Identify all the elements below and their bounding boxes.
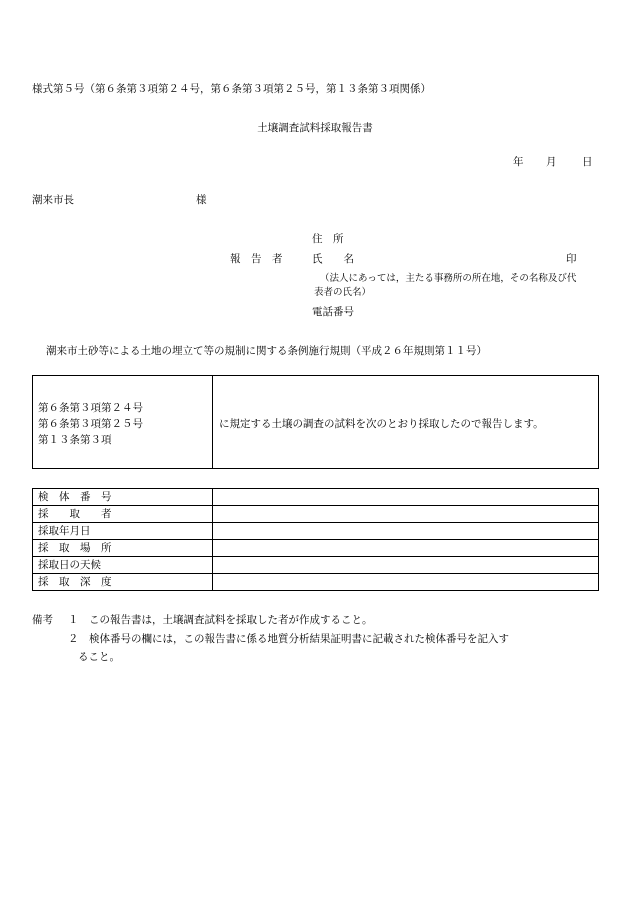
regulation-reference: 潮来市土砂等による土地の埋立て等の規制に関する条例施行規則（平成２６年規則第１１号）: [46, 345, 487, 357]
corporate-note-line2: 表者の氏名）: [314, 287, 372, 298]
remarks-heading: 備考: [32, 614, 53, 626]
table-row: [33, 574, 599, 591]
collection-weather-field[interactable]: [213, 557, 599, 574]
table-row: [33, 540, 599, 557]
collection-date-label: 採取年月日: [33, 523, 213, 540]
collection-depth-label: 採 取 深 度: [33, 574, 213, 591]
clause-statement: に規定する土壌の調査の試料を次のとおり採取したので報告します。: [219, 418, 544, 430]
table-row: [33, 489, 599, 506]
clause-box-divider: [212, 376, 213, 468]
sample-info-table: [32, 488, 599, 591]
clause-item: 第６条第３項第２５号: [38, 418, 143, 430]
reporter-name-label: 氏 名: [312, 253, 354, 265]
remark-item-2-line1: ２ 検体番号の欄には，この報告書に係る地質分析結果証明書に記載された検体番号を記入す: [68, 633, 509, 645]
clause-list: [38, 400, 143, 448]
collection-weather-label: 採取日の天候: [33, 557, 213, 574]
table-row: [33, 523, 599, 540]
reporter-address-label: 住 所: [312, 233, 344, 245]
collector-label: 採 取 者: [33, 506, 213, 523]
collection-depth-field[interactable]: [213, 574, 599, 591]
table-row: [33, 506, 599, 523]
date-month-label: 月: [546, 156, 557, 168]
table-row: [33, 557, 599, 574]
collector-field[interactable]: [213, 506, 599, 523]
document-title: 土壌調査試料採取報告書: [257, 122, 373, 134]
addressee-name: 潮来市長: [32, 194, 74, 206]
clause-item: 第６条第３項第２４号: [38, 402, 143, 414]
remark-item-2-line2: ること。: [78, 651, 120, 663]
collection-location-field[interactable]: [213, 540, 599, 557]
sample-number-label: 検 体 番 号: [33, 489, 213, 506]
collection-location-label: 採 取 場 所: [33, 540, 213, 557]
addressee-honorific: 様: [196, 194, 207, 206]
clause-box: [32, 375, 599, 469]
form-number: 様式第５号（第６条第３項第２４号，第６条第３項第２５号，第１３条第３項関係）: [32, 83, 431, 95]
corporate-note-line1: （法人にあっては，主たる事務所の所在地，その名称及び代: [320, 273, 577, 284]
seal-mark: 印: [566, 253, 577, 265]
date-year-label: 年: [513, 156, 524, 168]
collection-date-field[interactable]: [213, 523, 599, 540]
reporter-phone-label: 電話番号: [312, 306, 354, 318]
remark-item-1: １ この報告書は，土壌調査試料を採取した者が作成すること。: [68, 614, 373, 626]
clause-item: 第１３条第３項: [38, 434, 112, 446]
reporter-label: 報 告 者: [230, 253, 283, 265]
sample-number-field[interactable]: [213, 489, 599, 506]
date-day-label: 日: [582, 156, 593, 168]
